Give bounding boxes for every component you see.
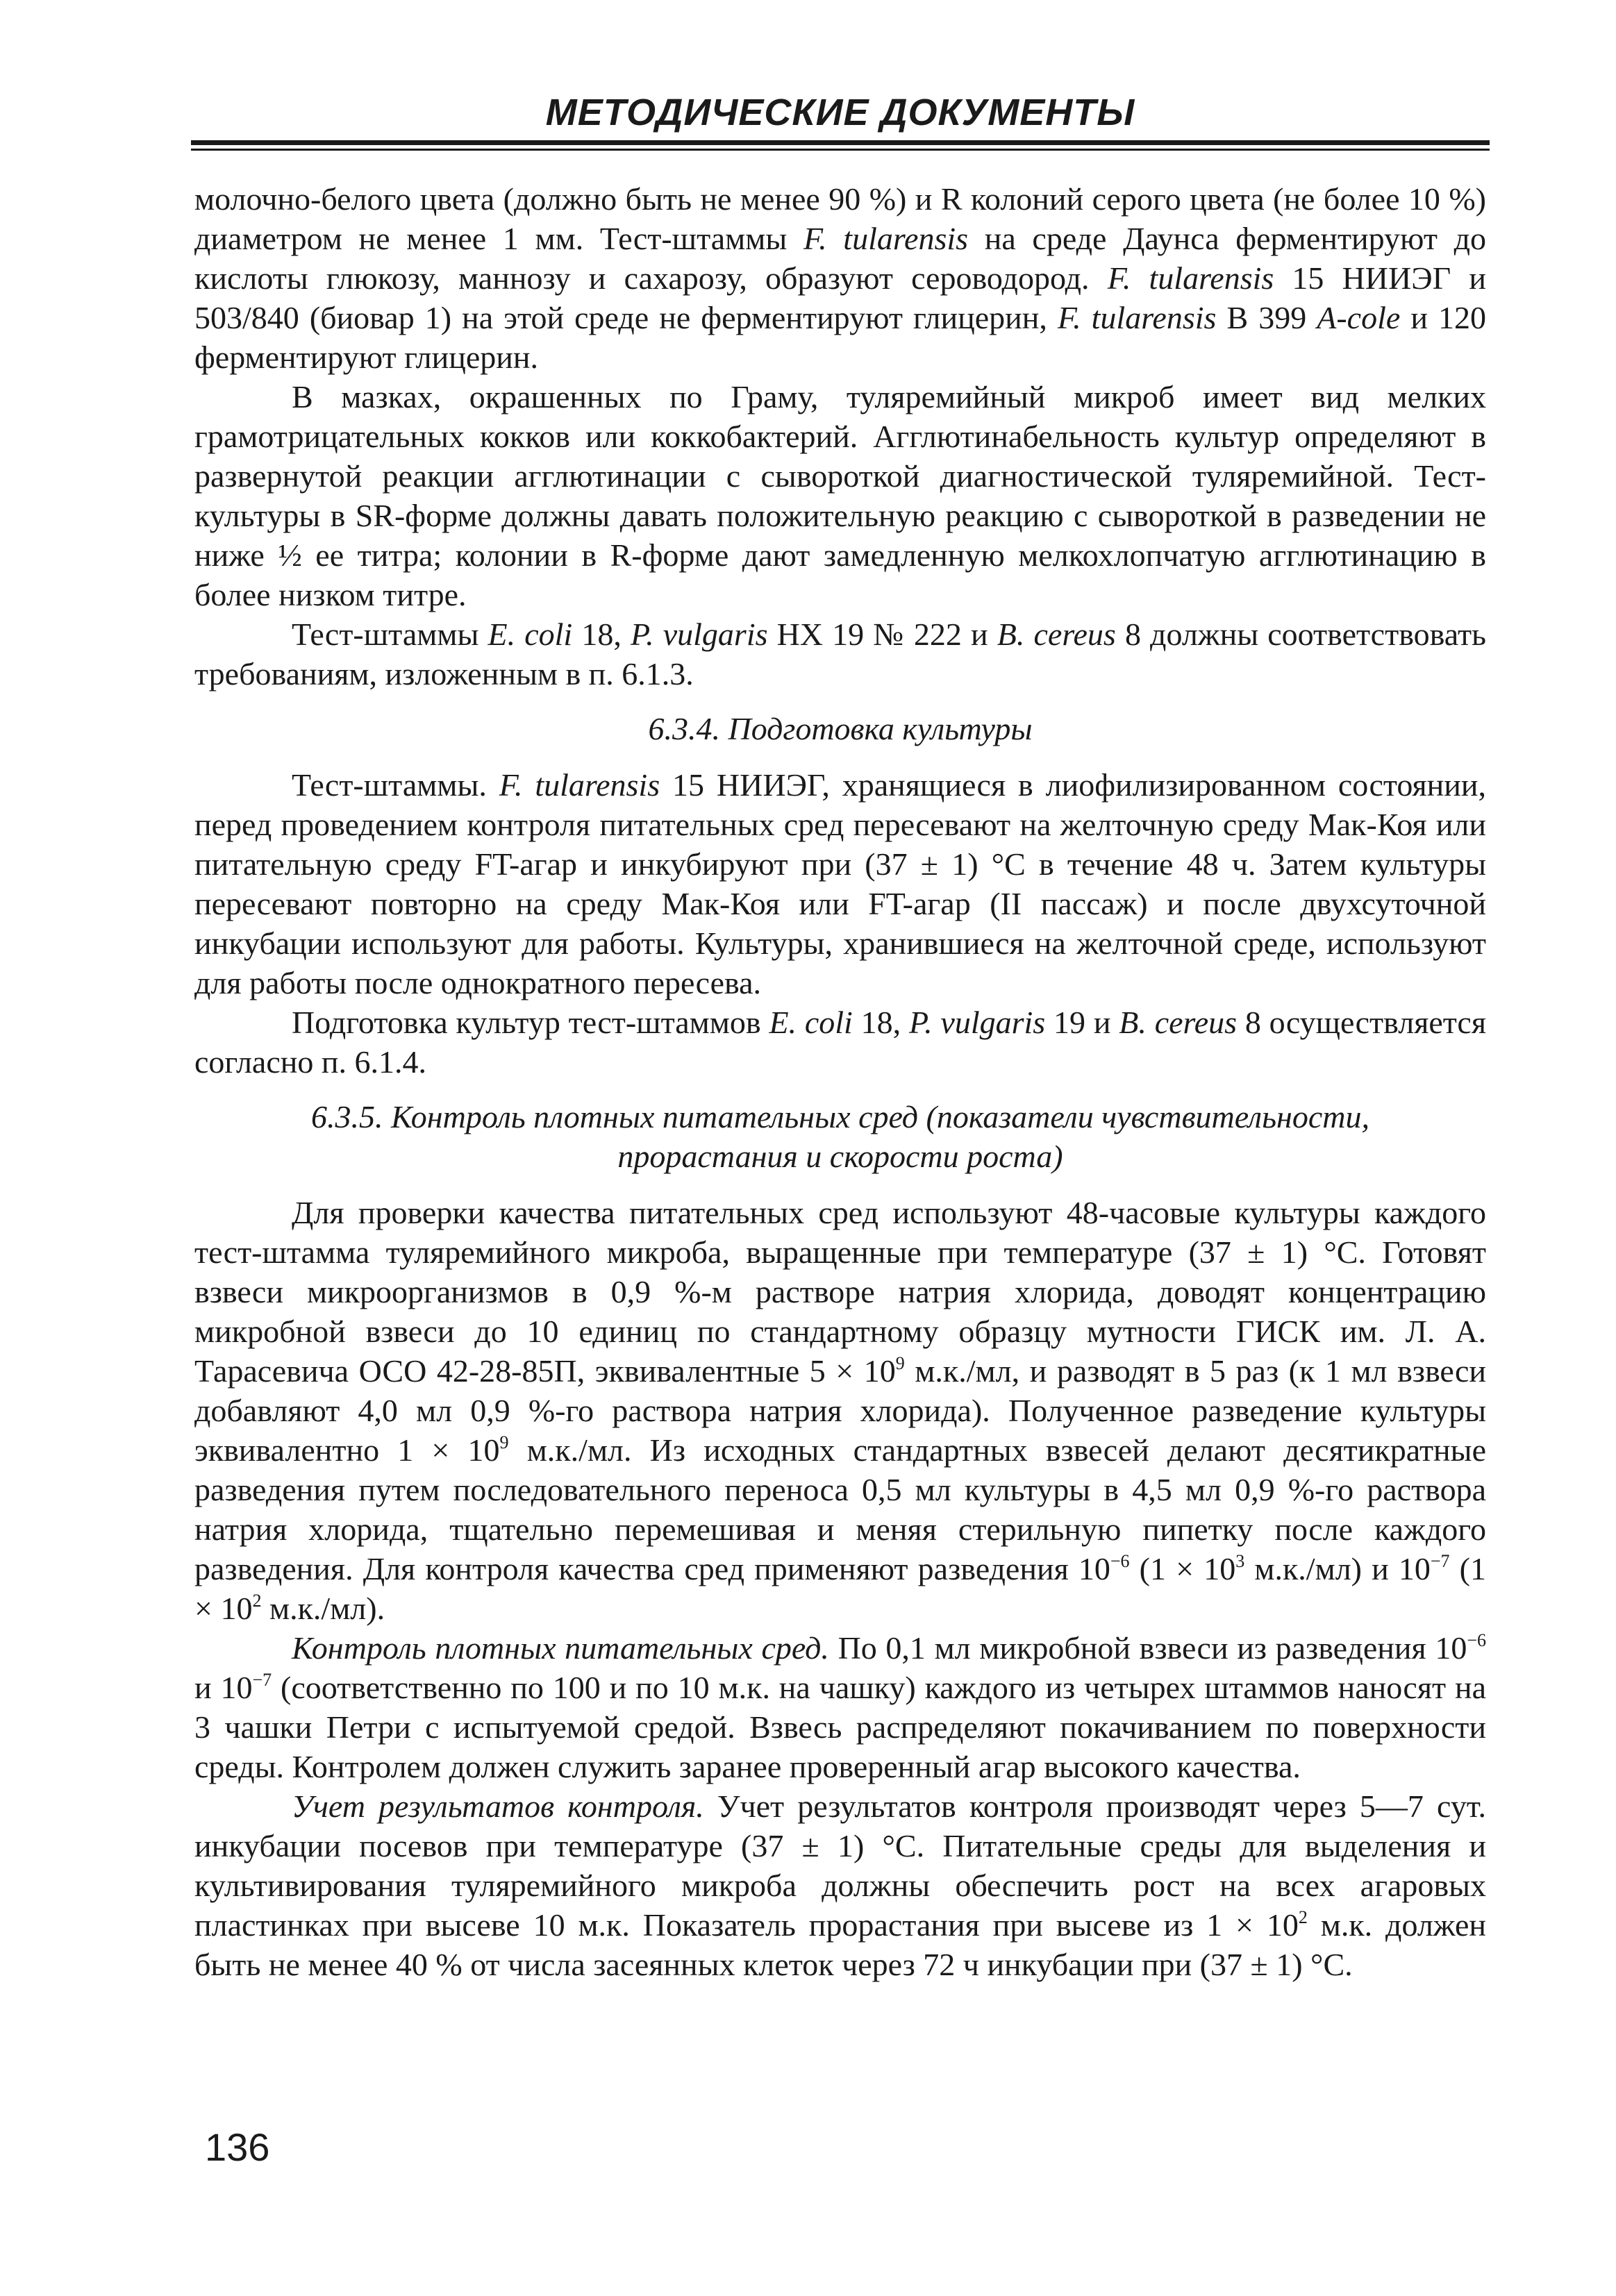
paragraph-5: Подготовка культур тест-штаммов E. coli 18, P. vulgaris 19 и B. cereus 8 осуществляется согласно п. 6.1.4.	[194, 1005, 1487, 1080]
paragraph-2: В мазках, окрашенных по Граму, туляремийный микроб имеет вид мелких грамотрицательных кокков или коккобактерий. Агглютинабельность культур определяют в развернутой реакции агглютинации с сывороткой диагностической туляремийной. Тест-культуры в SR-форме должны давать положительную реакцию с сывороткой в разведении не ниже ½ ее титра; колонии в R-форме дают замедленную мелкохлопчатую агглютинацию в более низком титре.	[194, 379, 1486, 612]
section-heading-6-3-4: 6.3.4. Подготовка культуры	[648, 711, 1033, 746]
header-rule-thick	[191, 140, 1490, 145]
running-header-title: МЕТОДИЧЕСКИЕ ДОКУМЕНТЫ	[545, 92, 1135, 133]
section-heading-6-3-5: 6.3.5. Контроль плотных питательных сред (показатели чувствительности, прорастания и скорости роста)	[311, 1099, 1369, 1174]
paragraph-4: Тест-штаммы. F. tularensis 15 НИИЭГ, хранящиеся в лиофилизированном состоянии, перед проведением контроля питательных сред пересевают на желточную среду Мак-Коя или питательную среду FT-агар и инкубируют при (37 ± 1) °C в течение 48 ч. Затем культуры пересевают повторно на среду Мак-Коя или FT-агар (II пассаж) и после двухсуточной инкубации используют для работы. Культуры, хранившиеся на желточной среде, используют для работы после однократного пересева.	[194, 767, 1486, 1000]
paragraph-6: Для проверки качества питательных сред используют 48-часовые культуры каждого тест-штамма туляремийного микроба, выращенные при температуре (37 ± 1) °C. Готовят взвеси микроорганизмов в 0,9 %-м растворе натрия хлорида, доводят концентрацию микробной взвеси до 10 единиц по стандартному образцу мутности ГИСК им. Л. А. Тарасевича ОСО 42-28-85П, эквивалентные $5 \times 10^9$ м.к./мл, и разводят в 5 раз (к 1 мл взвеси добавляют 4,0 мл 0,9 %-го раствора натрия хлорида). Полученное разведение культуры эквивалентно $1 \times 10^9$ м.к./мл. Из исходных стандартных взвесей делают десятикратные разведения путем последовательного переноса 0,5 мл культуры в 4,5 мл 0,9 %-го раствора натрия хлорида, тщательно перемешивая и меняя стерильную пипетку после каждого разведения. Для контроля качества сред применяют разведения $10^{-6}$ ($1 \times 10^3$ м.к./мл) и $10^{-7}$ ($1 \times 10^2$ м.к./мл).	[194, 1195, 1487, 1626]
paragraph-8: Учет результатов контроля. Учет результатов контроля производят через 5—7 сут. инкубации посевов при температуре (37 ± 1) °C. Питательные среды для выделения и культивирования туляремийного микроба должны обеспечить рост на всех агаровых пластинках при высеве 10 м.к. Показатель прорастания при высеве из $1 \times 10^2$ м.к. должен быть не менее 40 % от числа засеянных клеток через 72 ч инкубации при (37 ± 1) °C.	[194, 1788, 1487, 1982]
paragraph-7: Контроль плотных питательных сред. По 0,1 мл микробной взвеси из разведения $10^{-6}$ и $10^{-7}$ (соответственно по 100 и по 10 м.к. на чашку) каждого из четырех штаммов наносят на 3 чашки Петри с испытуемой средой. Взвесь распределяют покачиванием по поверхности среды. Контролем должен служить заранее проверенный агар высокого качества.	[194, 1629, 1486, 1784]
page-body	[194, 179, 1486, 1984]
paragraph-1: молочно-белого цвета (должно быть не менее 90 %) и R колоний серого цвета (не более 10 %) диаметром не менее 1 мм. Тест-штаммы F. tularensis на среде Даунса ферментируют до кислоты глюкозу, маннозу и сахарозу, образуют сероводород. F. tularensis 15 НИИЭГ и 503/840 (биовар 1) на этой среде не ферментируют глицерин, F. tularensis В 399 A-cole и 120 ферментируют глицерин.	[194, 181, 1486, 375]
header-rule-thin	[191, 149, 1490, 151]
paragraph-3: Тест-штаммы E. coli 18, P. vulgaris НХ 19 № 222 и B. cereus 8 должны соответствовать требованиям, изложенным в п. 6.1.3.	[194, 617, 1487, 692]
page-number: 136	[205, 2125, 270, 2169]
page-header	[191, 90, 1490, 153]
